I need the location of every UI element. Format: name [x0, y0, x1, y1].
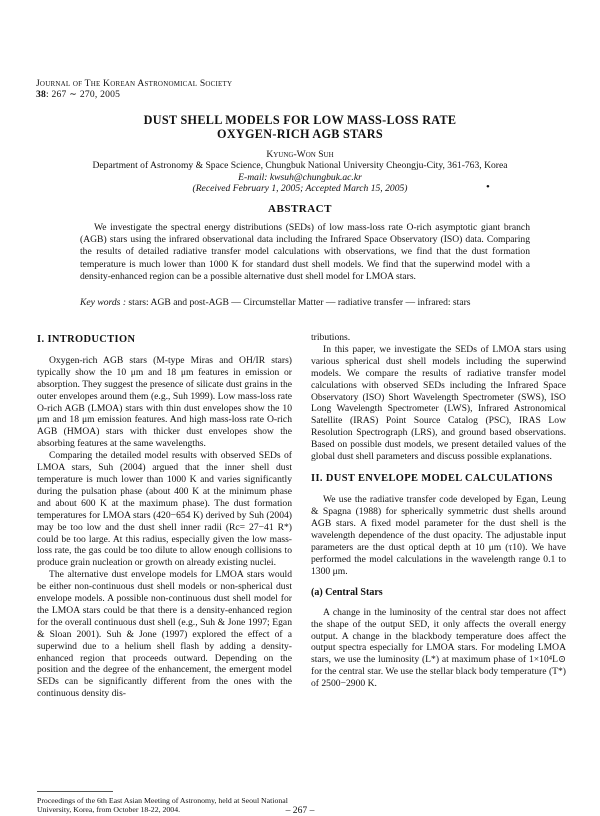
- subsection-a-heading: (a) Central Stars: [311, 586, 383, 598]
- section-2-paragraph-1: We use the radiative transfer code developed by Egan, Leung & Spagna (1988) for spherically symmetric dust shells around AGB stars. A fixed model parameter for the dust shell is the wavelength dependence of the dust opacity. The adjustable input parameters are the dust optical depth at 10 μm (τ10). We have performed the model calculations in the wavelength range 0.1 to 1300 μm.: [311, 494, 566, 577]
- journal-name: Journal of The Korean Astronomical Society: [36, 78, 233, 89]
- footnote: Proceedings of the 6th East Asian Meeting of Astronomy, held at Seoul National University, Korea, from October 18-22, 2004.: [37, 796, 288, 815]
- journal-volume: 38: [36, 89, 46, 101]
- intro-paragraph-3-continued: tributions.: [311, 332, 351, 343]
- abstract-heading: ABSTRACT: [268, 203, 332, 215]
- intro-paragraph-4: In this paper, we investigate the SEDs of LMOA stars using various spherical dust shell models including the superwind models. We compare the results of radiative transfer model calculations with observed SEDs including the Infrared Space Observatory (ISO) Short Wavelength Spectrometer (SWS), ISO Long Wavelength Spectrometer (LWS), Infrared Astronomical Satellite (IRAS) Point Source Catalog (PSC), IRAS Low Resolution Spectrograph (LRS), and ground based observations. Based on possible dust models, we present detailed values of the global dust shell parameters and discuss possible explanations.: [311, 343, 566, 463]
- journal-pages: : 267 ∼ 270, 2005: [46, 89, 121, 101]
- keywords: [80, 297, 540, 309]
- paper-title: [0, 113, 600, 141]
- section-1-heading: I. INTRODUCTION: [37, 334, 136, 345]
- right-column: [311, 332, 566, 690]
- margin-mark: •: [486, 181, 490, 193]
- abstract-text: We investigate the spectral energy distributions (SEDs) of low mass-loss rate O-rich asymptotic giant branch (AGB) stars using the infrared observational data including the Infrared Space Observatory (ISO) data. Comparing the results of detailed radiative transfer model calculations with observations, we find that the dust formation temperature is much lower than 1000 K for standard dust shell models. We find that the superwind model with a density-enhanced region can be a possible alternative dust shell model for LMOA stars.: [80, 222, 530, 282]
- section-2-heading: II. DUST ENVELOPE MODEL CALCULATIONS: [311, 472, 553, 484]
- keywords-label: Key words :: [80, 297, 127, 308]
- left-column: [37, 334, 292, 700]
- intro-paragraph-3: The alternative dust envelope models for LMOA stars would be either non-continuous dust shell models or non-spherical dust envelope models. A possible non-continuous dust shell model for the LMOA stars could be that there is a density-enhanced region for the overall continuous dust shell (e.g., Suh & Jone 1997; Egan & Sloan 2001). Suh & Jone (1997) explored the effect of a superwind due to a helium shell flash by adding a density-enhanced region that proceeds outward. Depending on the position and the degree of the enhancement, the emergent model SEDs can be significantly different from the ones with the continuous density dis-: [37, 569, 292, 700]
- footnote-rule: [37, 791, 113, 792]
- author-affiliation: Department of Astronomy & Space Science, Chungbuk National University Cheongju-City, 361-763, Korea: [92, 160, 508, 172]
- title-line-2: OXYGEN-RICH AGB STARS: [217, 127, 383, 142]
- author-block: [0, 149, 600, 195]
- received-dates: (Received February 1, 2005; Accepted March 15, 2005): [192, 183, 408, 195]
- author-name: Kyung-Won Suh: [266, 149, 334, 160]
- intro-paragraph-2: Comparing the detailed model results with observed SEDs of LMOA stars, Suh (2004) argued that the inner shell dust temperature is much lower than 1000 K and varies significantly during the pulsation phase (about 400 K at the minimum phase and about 600 K at the maximum phase). The dust formation temperatures for LMOA stars (420−654 K) derived by Suh (2004) may be too low and the dust shell inner radii (Rc= 27−41 R*) could be too large. At this radius, especially given the low mass-loss rate, the gas could be too dilute to allow enough collisions to produce grain nucleation or growth on already existing nuclei.: [37, 450, 292, 569]
- section-2-paragraph-2: A change in the luminosity of the central star does not affect the shape of the output SED, it only affects the overall energy output. A change in the blackbody temperature does affect the output spectra especially for LMOA stars. For modeling LMOA stars, we use the luminosity (L*) at maximum phase of 1×10⁴L⊙ for the central star. We use the stellar black body temperature (T*) of 2500−2900 K.: [311, 606, 566, 690]
- journal-header: [36, 78, 232, 101]
- title-line-1: DUST SHELL MODELS FOR LOW MASS-LOSS RATE: [143, 113, 457, 127]
- author-email: E-mail: kwsuh@chungbuk.ac.kr: [238, 171, 362, 183]
- keywords-text: stars: AGB and post-AGB — Circumstellar Matter — radiative transfer — infrared: stars: [128, 297, 471, 308]
- intro-paragraph-1: Oxygen-rich AGB stars (M-type Miras and OH/IR stars) typically show the 10 μm and 18 μm features in emission or absorption. They suggest the presence of silicate dust grains in the outer envelopes around them (e.g., Suh 1999). Low mass-loss rate O-rich AGB (LMOA) stars with thin dust envelopes show the 10 μm and 18 μm emission features. And high mass-loss rate O-rich AGB (HMOA) stars with thicker dust envelopes show the absorbing features at the same wavelengths.: [37, 354, 292, 450]
- page-number: – 267 –: [285, 805, 315, 816]
- journal-volume-line: [36, 89, 232, 100]
